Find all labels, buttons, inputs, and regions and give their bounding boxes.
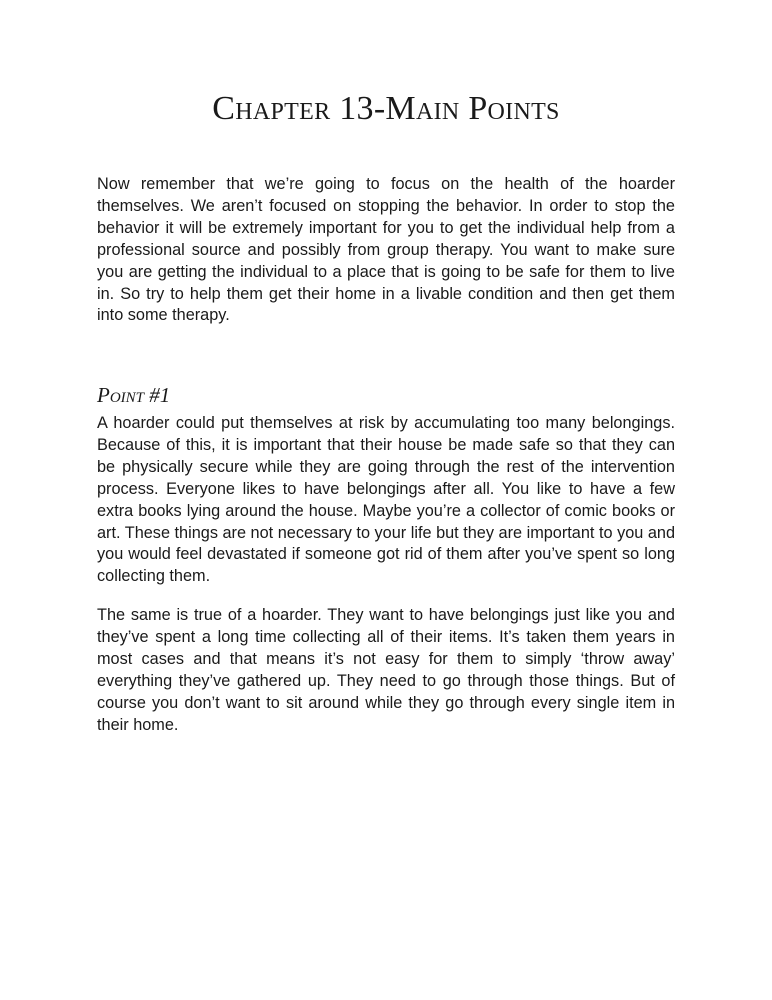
chapter-title: Chapter 13-Main Points (212, 90, 560, 127)
body-paragraph: A hoarder could put themselves at risk by accumulating too many belongings. Because of this, it is important that their house be made safe so that they can be physically secure while they are going through the rest of the intervention process. Everyone likes to have belongings after all. You like to have a few extra books lying around the house. Maybe you’re a collector of comic books or art. These things are not necessary to your life but they are important to you and you would feel devastated if someone got rid of them after you’ve spent so long collecting them. (97, 414, 676, 586)
section-heading: Point #1 (97, 383, 171, 407)
body-paragraph: The same is true of a hoarder. They want to have belongings just like you and they’ve spent a long time collecting all of their items. It’s taken them years in most cases and that means it’s not easy for them to simply ‘throw away’ everything they’ve gathered up. They need to go through those things. But of course you don’t want to sit around while they go through every single item in their home. (97, 606, 675, 734)
intro-paragraph: Now remember that we’re going to focus on the health of the hoarder themselves. We aren’t focused on stopping the behavior. In order to stop the behavior it will be extremely important for you to get the individual help from a professional source and possibly from group therapy. You want to make sure you are getting the individual to a place that is going to be safe for them to live in. So try to help them get their home in a livable condition and then get them into some therapy. (97, 175, 675, 325)
